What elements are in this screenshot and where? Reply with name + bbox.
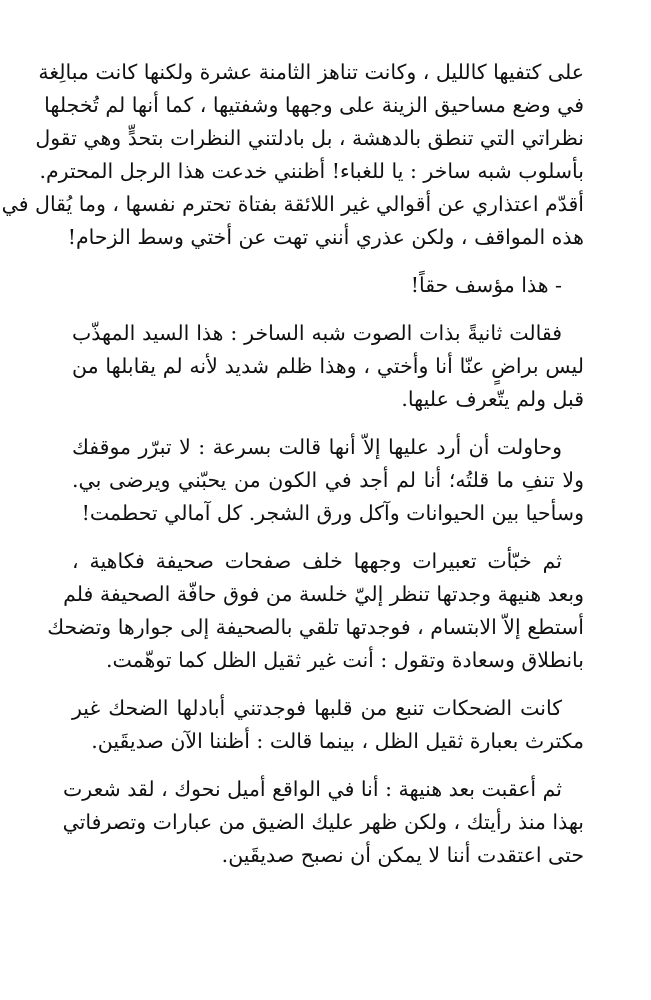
text-line: ثم أعقبت بعد هنيهة : أنا في الواقع أميل نحوك ، لقد شعرت [63, 777, 562, 801]
paragraph-7 [62, 773, 584, 872]
paragraph-6 [72, 692, 584, 758]
text-line: أستطع إلاّ الابتسام ، فوجدتها تلقي بالصحيفة إلى جوارها وتضحك [47, 615, 584, 639]
text-line: فقالت ثانيةً بذات الصوت شبه الساخر : هذا السيد المهذّب [72, 321, 562, 345]
text-line: مكترث بعبارة ثقيل الظل ، بينما قالت : أظننا الآن صديقَين. [91, 729, 584, 753]
paragraph-2 [72, 269, 584, 302]
text-line: ثم خبّأت تعبيرات وجهها خلف صفحات صحيفة فكاهية ، [72, 549, 562, 573]
text-line: نظراتي التي تنطق بالدهشة ، بل بادلتني النظرات بتحدٍّ وهي تقول [35, 126, 584, 150]
dialogue-line: - هذا مؤسف حقاً! [410, 273, 562, 297]
paragraph-3 [72, 317, 584, 416]
text-line: وسأحيا بين الحيوانات وآكل ورق الشجر. كل آمالي تحطمت! [81, 501, 584, 525]
text-line: كانت الضحكات تنبع من قلبها فوجدتني أبادلها الضحك غير [72, 696, 562, 720]
paragraph-5 [47, 545, 584, 677]
text-line: وحاولت أن أرد عليها إلاّ أنها قالت بسرعة : لا تبرّر موقفك [72, 435, 562, 459]
text-line: على كتفيها كالليل ، وكانت تناهز الثامنة عشرة ولكنها كانت مبالِغة [38, 60, 584, 84]
text-line: ولا تنفِ ما قلتُه؛ أنا لم أجد في الكون من يحبّني ويرضى بي. [72, 468, 584, 492]
text-line: أقدّم اعتذاري عن أقوالي غير اللائقة بفتاة تحترم نفسها ، وما يُقال في [1, 192, 584, 216]
text-line: في وضع مساحيق الزينة على وجهها وشفتيها ، كما أنها لم تُخجلها [44, 93, 584, 117]
text-line: حتى اعتقدت أننا لا يمكن أن نصبح صديقَين. [221, 843, 584, 867]
text-line: قبل ولم يتّعرف عليها. [401, 387, 584, 411]
paragraph-1 [1, 56, 584, 254]
text-line: ليس براضٍ عنّا أنا وأختي ، وهذا ظلم شديد لأنه لم يقابلها من [72, 354, 584, 378]
text-line: وبعد هنيهة وجدتها تنظر إليّ خلسة من فوق حافّة الصحيفة فلم [63, 582, 584, 606]
text-line: هذه المواقف ، ولكن عذري أنني تهت عن أختي وسط الزحام! [67, 225, 584, 249]
text-line: بأسلوب شبه ساخر : يا للغباء! أظنني خدعت هذا الرجل المحترم. [39, 159, 584, 183]
text-line: بانطلاق وسعادة وتقول : أنت غير ثقيل الظل كما توهّمت. [106, 648, 584, 672]
paragraph-4 [72, 431, 584, 530]
text-line: بهذا منذ رأيتك ، ولكن ظهر عليك الضيق من عبارات وتصرفاتي [62, 810, 584, 834]
book-page [1, 56, 584, 887]
